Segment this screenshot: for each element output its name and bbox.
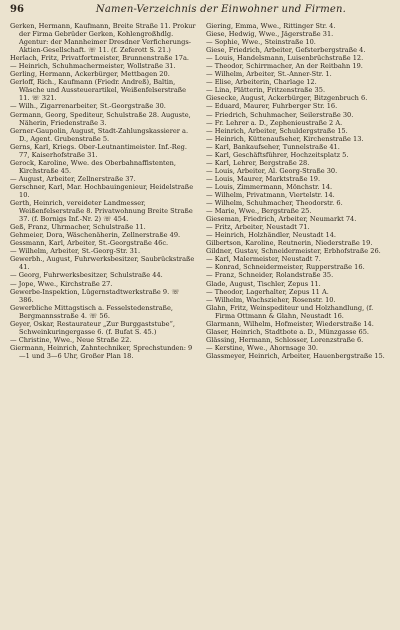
directory-entry: — Christine, Wwe., Neue Straße 22.: [10, 335, 132, 344]
directory-entry: — Georg, Fuhrwerksbesitzer, Schulstraße 44.: [10, 271, 163, 280]
directory-entry: Geß, Franz, Uhrmacher, Schulstraße 11.: [10, 223, 146, 232]
directory-entry: Glassmeyer, Heinrich, Arbeiter, Hauenbergstraße 15.: [206, 351, 385, 360]
directory-entry: — Heinrich, Arbeiter, Schuldergstraße 15.: [206, 126, 348, 135]
directory-entry: Giese, Friedrich, Arbeiter, Gefsterbergstraße 4.: [206, 46, 366, 55]
directory-entry: — Karl, Geschäftsführer, Hochzeitsplatz 5.: [206, 150, 349, 159]
directory-entry: — Eduard, Maurer, Fuhrberger Str. 16.: [206, 102, 338, 111]
directory-entry: Gerock, Karoline, Wwe. des Oberbahnaffistenten, Kirchstraße 45.: [10, 158, 176, 175]
directory-entry: — Theodor, Lagerhalter, Zepus 11 A.: [206, 287, 329, 296]
directory-entry: Gewerbliche Mittagstisch a. Fesselstedenstraße, Bergmannsstraße 4. ☏ 56.: [10, 303, 173, 320]
directory-entry: Gewerbh., August, Fuhrwerksbesitzer, Saubrückstraße 41.: [10, 255, 195, 272]
directory-entry: — Sophie, Wwe., Steinstraße 10.: [206, 38, 316, 47]
directory-columns: [10, 22, 392, 360]
directory-entry: Gildner, Gustav, Schneidermeister, Erbhofstraße 26.: [206, 247, 381, 256]
directory-entry: — Elise, Arbeiterin, Charlage 12.: [206, 78, 317, 87]
directory-entry: Giermann, Heinrich, Zahntechniker, Sprechstunden: 9—1 und 3—6 Uhr, Großer Plan 18.: [10, 343, 193, 360]
directory-entry: Gieseman, Friedrich, Arbeiter, Neumarkt 74.: [206, 215, 357, 224]
directory-entry: — Theodor, Schirrmacher, An der Reitbahn 19.: [206, 62, 363, 71]
directory-entry: Herlach, Fritz, Privatfortmeister, Brunnenstraße 17a.: [10, 54, 189, 63]
directory-entry: — Heinrich, Küttenaufseher, Kirchenstraße 13.: [206, 134, 364, 143]
directory-entry: — Heinrich, Holzhändler, Neustadt 14.: [206, 231, 337, 240]
directory-entry: Gehmeier, Dora, Wäschenäherin, Zellnerstraße 49.: [10, 231, 181, 240]
directory-entry: Glässing, Hermann, Schlosser, Lorenzstraße 6.: [206, 335, 364, 344]
directory-entry: Gewerbe-Inspektion, Lügernstadtwerkstraße 9. ☏ 386.: [10, 287, 180, 304]
directory-entry: Glade, August, Tischler, Zepus 11.: [206, 279, 321, 288]
directory-entry: Giese, Hedwig, Wwe., Jägerstraße 31.: [206, 30, 334, 39]
directory-entry: — Franz, Schneider, Rolandstraße 35.: [206, 271, 334, 280]
directory-entry: — Karl, Malermeister, Neustadt 7.: [206, 255, 321, 264]
directory-entry: — Fr. Lehrer a. D., Zephenieustraße 2 A.: [206, 118, 343, 127]
directory-entry: — Wilhelm, Privatmann, Viertelstr. 14.: [206, 190, 335, 199]
directory-entry: — Marie, Wwe., Bergstraße 25.: [206, 207, 312, 216]
directory-entry: — Wilhelm, Arbeiter, St.-Anner-Str. 1.: [206, 70, 332, 79]
directory-entry: — Louis, Arbeiter, Al. Georg-Straße 30.: [206, 166, 338, 175]
directory-entry: Giering, Emma, Wwe., Rittinger Str. 4.: [206, 22, 336, 30]
directory-entry: Glarmann, Wilhelm, Hofmeister, Wiederstraße 14.: [206, 319, 374, 328]
directory-entry: — Wilhelm, Wachszieher, Rosenstr. 10.: [206, 295, 336, 304]
right-column: [206, 22, 392, 360]
directory-entry: Glahn, Fritz, Weinspediteur und Holzhandlung, (f. Firma Ottmann & Glahn, Neustadt 16.: [206, 303, 374, 320]
directory-entry: Gessmann, Karl, Arbeiter, St.-Georgstraße 46c.: [10, 239, 169, 248]
directory-entry: — Wilhelm, Schuhmacher, Theodorstr. 6.: [206, 199, 343, 208]
directory-entry: — Louis, Maurer, Marktstraße 19.: [206, 174, 321, 183]
left-column: [10, 22, 196, 360]
directory-entry: Gerling, Hermann, Ackerbürger, Mettbagen 20.: [10, 70, 170, 79]
directory-entry: Giesecke, August, Ackerbürger, Bitzgenbruch 6.: [206, 94, 368, 103]
directory-entry: Glaser, Heinrich, Stadtbote a. D., Münzgasse 65.: [206, 327, 370, 336]
directory-entry: — Wilhelm, Arbeiter, St.-Georg-Str. 31.: [10, 247, 141, 256]
directory-entry: — August, Arbeiter, Zellnerstraße 37.: [10, 174, 136, 183]
directory-entry: Gerschner, Karl, Mar. Hochbauingenieur, Heidelstraße 10.: [10, 182, 194, 199]
page-title: Namen-Verzeichnis der Einwohner und Firmen.: [95, 4, 347, 15]
directory-entry: Gilbertson, Karoline, Reutnerin, Niederstraße 19.: [206, 239, 373, 248]
directory-entry: — Karl, Bankaufseher, Tunnelstraße 41.: [206, 142, 340, 151]
directory-entry: — Friedrich, Schuhmacher, Seilerstraße 30.: [206, 110, 354, 119]
directory-entry: — Lina, Plätterin, Fritzenstraße 35.: [206, 86, 326, 95]
directory-entry: — Karl, Lehrer, Bergstraße 28.: [206, 158, 310, 167]
directory-entry: — Fritz, Arbeiter, Neustadt 71.: [206, 223, 310, 232]
directory-entry: — Wilh., Zigarrenarbeiter, St.-Georgstraße 30.: [10, 102, 166, 111]
directory-entry: — Jope, Wwe., Kirchstraße 27.: [10, 279, 113, 288]
page-number: 96: [10, 4, 24, 15]
directory-entry: — Louis, Handelsmann, Luisenbrüchstraße 12.: [206, 54, 364, 63]
directory-entry: — Louis, Zimmermann, Mönchstr. 14.: [206, 182, 333, 191]
directory-entry: Gerloff, Rich., Kaufmann (Friedr. Andreß), Baltin, Wäsche und Aussteuerartikel, Weißenfelserstraße 11. ☏ 321.: [10, 78, 187, 103]
directory-entry: Gerth, Heinrich, vereideter Landmesser, Weißenfelserstraße 8. Privatwohnung Breite Straße 37. (f. Bornigs Inf.-Nr. 2) ☏ 454.: [10, 199, 193, 224]
directory-entry: — Konrad, Schneidermeister, Rupperstraße 16.: [206, 263, 365, 272]
directory-entry: — Kerstine, Wwe., Ahornsage 30.: [206, 343, 318, 352]
directory-entry: — Heinrich, Schuhmachermeister, Wollstraße 31.: [10, 62, 176, 71]
page-header: [10, 4, 392, 19]
directory-entry: Germann, Georg, Spediteur, Schulstraße 28. Auguste, Näherin, Friedenstraße 3.: [10, 110, 191, 127]
directory-entry: Gerken, Hermann, Kaufmann, Breite Straße 11. Prokur der Firma Gebrüder Gerken, Kohlengroßhdlg. Agentur: der Mannheimer Dresdner Verficherungs-Aktien-Gesellschaft. ☏ 11. (f. Zeferott S. 21.): [10, 22, 196, 55]
directory-entry: Gerner-Gaupolin, August, Stadt-Zahlungskassierer a. D., Agent. Grubenstraße 5.: [10, 126, 189, 143]
directory-entry: Gerns, Karl, Kriegs. Ober-Leutnantimeister. Inf.-Reg. 77, Kaiserhofstraße 31.: [10, 142, 187, 159]
directory-entry: Geyer, Oskar, Restaurateur „Zur Burggaststube“, Schweinkuringergasse 6. (f. Bufat S. 45.): [10, 319, 175, 336]
